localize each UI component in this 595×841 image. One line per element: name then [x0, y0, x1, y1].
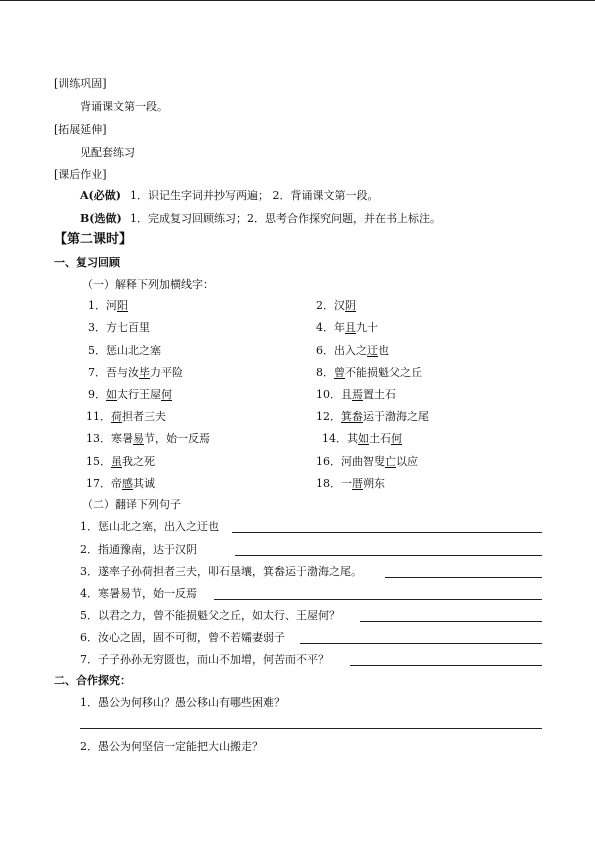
vocab-item	[316, 321, 378, 335]
underlined-char: 易	[133, 432, 144, 445]
underlined-char: 何	[391, 432, 402, 445]
vocab-item	[316, 388, 396, 402]
vocab-text: 一	[341, 477, 352, 490]
vocab-text: 太行王屋	[117, 388, 161, 401]
vocab-text: 方七百里	[106, 321, 150, 334]
homework-heading: [课后作业]	[54, 168, 107, 181]
translation-prompt: 6．汝心之固，固不可彻，曾不若孀妻弱子	[80, 631, 285, 644]
vocab-text: 吾与汝	[106, 366, 139, 379]
answer-line[interactable]	[80, 728, 542, 729]
vocab-text: 节，始一反焉	[144, 432, 210, 445]
vocab-text: 土石	[369, 432, 391, 445]
vocab-text: 我之死	[122, 455, 155, 468]
vocab-item	[88, 344, 161, 358]
vocab-text: 15．	[86, 455, 111, 468]
vocab-item	[316, 366, 422, 380]
translation-prompt: 1．惩山北之塞，出入之迂也	[80, 520, 219, 533]
underlined-char: 感	[122, 477, 133, 490]
sub-two-heading: （二）翻译下列句子	[82, 498, 181, 511]
underlined-char: 厝	[352, 477, 363, 490]
vocab-item	[316, 410, 429, 424]
answer-line[interactable]	[350, 665, 542, 666]
underlined-char: 焉	[352, 388, 363, 401]
vocab-item	[316, 455, 418, 469]
vocab-text: 10．	[316, 388, 341, 401]
underlined-char: 虽	[111, 455, 122, 468]
vocab-item	[88, 388, 172, 402]
vocab-text: 12．	[316, 410, 341, 423]
answer-line[interactable]	[235, 555, 542, 556]
translation-prompt: 5．以君之力，曾不能损魁父之丘，如太行、王屋何？	[80, 609, 340, 622]
vocab-text: 7．	[88, 366, 106, 379]
underlined-char: 箕畚	[341, 410, 363, 423]
vocab-text: 惩山北之塞	[106, 344, 161, 357]
vocab-text: 14．	[322, 432, 347, 445]
underlined-char: 如	[106, 388, 117, 401]
vocab-text: 也	[378, 344, 389, 357]
underlined-char: 阴	[345, 299, 356, 312]
extend-body: 见配套练习	[80, 146, 135, 159]
top-rule	[0, 0, 595, 1]
answer-line[interactable]	[232, 532, 542, 533]
sub-one-heading: （一）解释下列加横线字：	[82, 278, 214, 291]
vocab-text: 8．	[316, 366, 334, 379]
vocab-text: 帝	[111, 477, 122, 490]
homework-b-text: 1．完成复习回顾练习；2．思考合作探究问题，并在书上标注。	[130, 212, 441, 225]
training-body: 背诵课文第一段。	[80, 100, 168, 113]
vocab-text: 年	[334, 321, 345, 334]
underlined-char: 且	[345, 321, 356, 334]
vocab-text: 其	[347, 432, 358, 445]
underlined-char: 曾	[334, 366, 345, 379]
underlined-char: 如	[358, 432, 369, 445]
vocab-text: 9．	[88, 388, 106, 401]
vocab-item	[86, 477, 155, 491]
extend-heading: [拓展延伸]	[54, 123, 107, 136]
translation-prompt: 3．遂率子孙荷担者三夫，叩石垦壤，箕畚运于渤海之尾。	[80, 565, 362, 578]
vocab-item	[86, 455, 155, 469]
homework-a-label: A(必做)	[80, 189, 121, 202]
vocab-item	[88, 366, 183, 380]
answer-line[interactable]	[385, 577, 542, 578]
vocab-text: 1．	[88, 299, 106, 312]
vocab-item	[316, 344, 389, 358]
underlined-char: 毕	[139, 366, 150, 379]
question-two: 2．愚公为何坚信一定能把大山搬走？	[80, 740, 263, 753]
vocab-text: 担者三夫	[122, 410, 166, 423]
vocab-text: 5．	[88, 344, 106, 357]
vocab-item	[316, 477, 385, 491]
vocab-text: 汉	[334, 299, 345, 312]
training-heading: [训练巩固]	[54, 77, 107, 90]
part-two-heading: 二、合作探究：	[54, 674, 131, 687]
vocab-text: 18．	[316, 477, 341, 490]
vocab-item	[88, 321, 150, 335]
vocab-item	[86, 432, 210, 446]
vocab-text: 3．	[88, 321, 106, 334]
vocab-text: 九十	[356, 321, 378, 334]
vocab-text: 2．	[316, 299, 334, 312]
vocab-text: 且	[341, 388, 352, 401]
translation-prompt: 4．寒暑易节，始一反焉	[80, 587, 197, 600]
part-one-heading: 一、复习回顾	[54, 256, 120, 269]
vocab-text: 其诚	[133, 477, 155, 490]
vocab-text: 河曲智叟	[341, 455, 385, 468]
underlined-char: 亡	[385, 455, 396, 468]
vocab-text: 朔东	[363, 477, 385, 490]
underlined-char: 迂	[367, 344, 378, 357]
vocab-text: 运于渤海之尾	[363, 410, 429, 423]
underlined-char: 阳	[117, 299, 128, 312]
homework-b-label: B(选做)	[80, 212, 122, 225]
lesson-two-title: 【第二课时】	[54, 232, 133, 247]
translation-prompt: 2．指通豫南，达于汉阴	[80, 543, 197, 556]
vocab-text: 4．	[316, 321, 334, 334]
vocab-text: 17．	[86, 477, 111, 490]
underlined-char: 荷	[111, 410, 122, 423]
vocab-text: 16．	[316, 455, 341, 468]
vocab-text: 置土石	[363, 388, 396, 401]
vocab-text: 13．	[86, 432, 111, 445]
answer-line[interactable]	[300, 643, 542, 644]
vocab-item	[88, 299, 128, 313]
vocab-item	[86, 410, 166, 424]
vocab-text: 河	[106, 299, 117, 312]
underlined-char: 何	[161, 388, 172, 401]
vocab-text: 11．	[86, 410, 111, 423]
vocab-item	[322, 432, 402, 446]
vocab-text: 力平险	[150, 366, 183, 379]
answer-line[interactable]	[214, 599, 542, 600]
vocab-text: 出入之	[334, 344, 367, 357]
vocab-text: 寒暑	[111, 432, 133, 445]
translation-prompt: 7．子子孙孙无穷匮也，而山不加增，何苦而不平？	[80, 653, 329, 666]
answer-line[interactable]	[360, 621, 542, 622]
homework-a-text: 1．识记生字词并抄写两遍； 2．背诵课文第一段。	[130, 189, 379, 202]
question-one: 1．愚公为何移山？愚公移山有哪些困难？	[80, 696, 285, 709]
vocab-item	[316, 299, 356, 313]
vocab-text: 以应	[396, 455, 418, 468]
vocab-text: 不能损魁父之丘	[345, 366, 422, 379]
vocab-text: 6．	[316, 344, 334, 357]
